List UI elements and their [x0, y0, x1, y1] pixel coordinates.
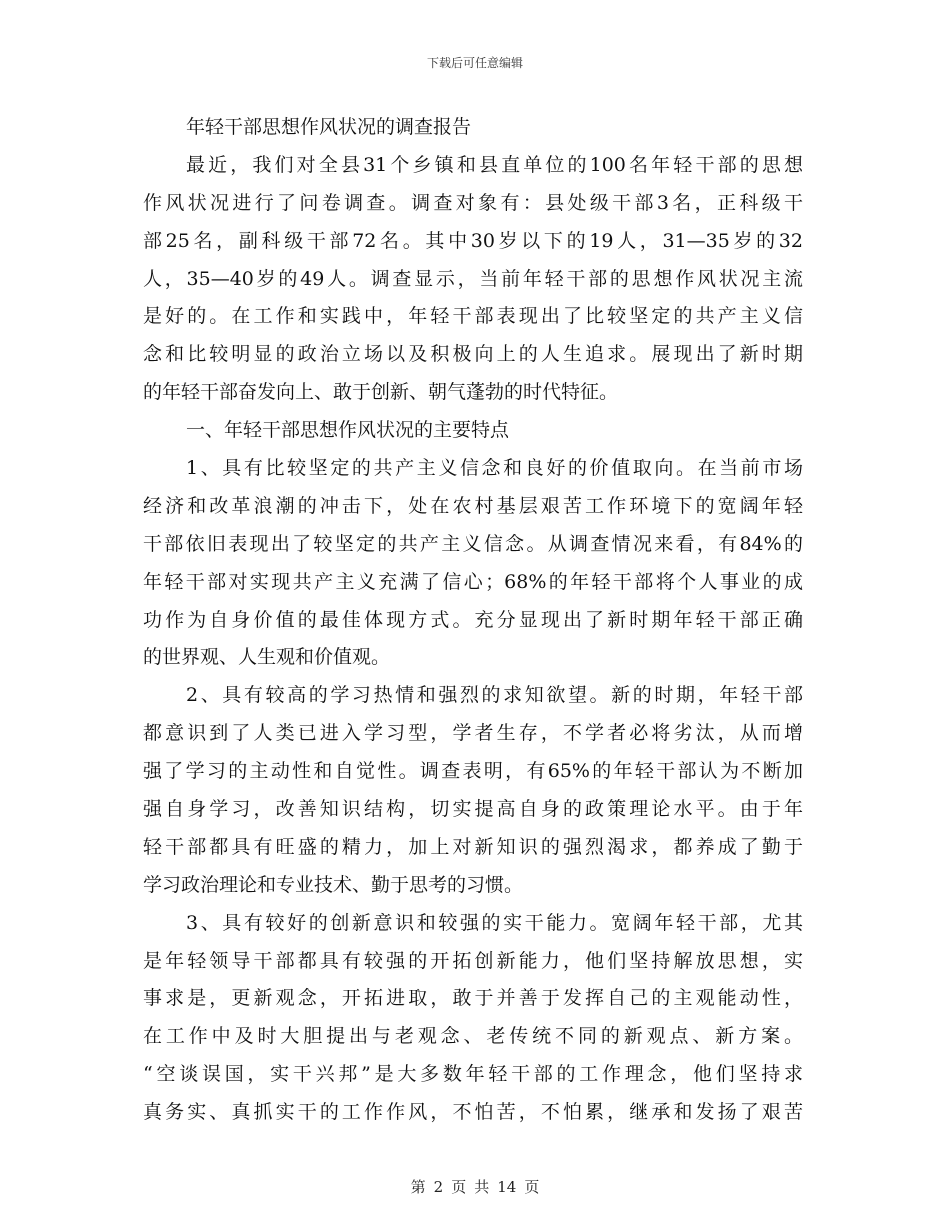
- text-line: 强了学习的主动性和自觉性。调查表明，有65%的年轻干部认为不断加: [143, 760, 803, 783]
- text-line: 轻干部都具有旺盛的精力，加上对新知识的强烈渴求，都养成了勤于: [143, 835, 803, 858]
- footer-total-prefix: 共: [474, 1178, 490, 1196]
- text-line: 的年轻干部奋发向上、敢于创新、朝气蓬勃的时代特征。: [143, 381, 619, 404]
- footer-page-word: 页: [451, 1178, 467, 1196]
- text-line: 强自身学习，改善知识结构，切实提高自身的政策理论水平。由于年: [143, 798, 803, 821]
- text-line: 干部依旧表现出了较坚定的共产主义信念。从调查情况来看，有84%的: [143, 532, 803, 555]
- text-line: 2、具有较高的学习热情和强烈的求知欲望。新的时期，年轻干部: [186, 684, 803, 707]
- text-line: 最近，我们对全县31个乡镇和县直单位的100名年轻干部的思想: [186, 153, 803, 176]
- footer-total-pages: 14: [497, 1178, 517, 1196]
- text-line: 人，35—40岁的49人。调查显示，当前年轻干部的思想作风状况主流: [143, 267, 803, 290]
- text-line: 真务实、真抓实干的工作作风，不怕苦，不怕累，继承和发扬了艰苦: [143, 1101, 803, 1124]
- footer-current-page: 2: [433, 1178, 444, 1196]
- text-line: 念和比较明显的政治立场以及积极向上的人生追求。展现出了新时期: [143, 343, 803, 366]
- text-line: 学习政治理论和专业技术、勤于思考的习惯。: [143, 873, 524, 896]
- text-line: 年轻干部思想作风状况的调查报告: [186, 116, 472, 138]
- document-body: [143, 109, 803, 1132]
- text-line: “空谈误国，实干兴邦”是大多数年轻干部的工作理念，他们坚持求: [143, 1063, 803, 1086]
- text-line: 在工作中及时大胆提出与老观念、老传统不同的新观点、新方案。: [143, 1025, 803, 1048]
- text-line: 事求是，更新观念，开拓进取，敢于并善于发挥自己的主观能动性，: [143, 987, 803, 1010]
- text-line: 部25名，副科级干部72名。其中30岁以下的19人，31—35岁的32: [143, 229, 803, 252]
- footer-suffix: 页: [524, 1178, 540, 1196]
- text-line: 3、具有较好的创新意识和较强的实干能力。宽阔年轻干部，尤其: [186, 911, 803, 934]
- text-line: 作风状况进行了问卷调查。调查对象有：县处级干部3名，正科级干: [143, 191, 803, 214]
- text-line: 功作为自身价值的最佳体现方式。充分显现出了新时期年轻干部正确: [143, 608, 803, 631]
- text-line: 是好的。在工作和实践中，年轻干部表现出了比较坚定的共产主义信: [143, 305, 803, 328]
- text-line: 年轻干部对实现共产主义充满了信心；68%的年轻干部将个人事业的成: [143, 570, 803, 593]
- footer-prefix: 第: [410, 1178, 426, 1196]
- text-line: 都意识到了人类已进入学习型，学者生存，不学者必将劣汰，从而增: [143, 722, 803, 745]
- text-line: 经济和改革浪潮的冲击下，处在农村基层艰苦工作环境下的宽阔年轻: [143, 494, 803, 517]
- header-note: 下载后可任意编辑: [426, 56, 523, 70]
- text-line: 是年轻领导干部都具有较强的开拓创新能力，他们坚持解放思想，实: [143, 949, 803, 972]
- text-line: 1、具有比较坚定的共产主义信念和良好的价值取向。在当前市场: [186, 457, 803, 480]
- text-line: 的世界观、人生观和价值观。: [143, 646, 391, 669]
- page-footer: [0, 1176, 950, 1197]
- text-line: 一、年轻干部思想作风状况的主要特点: [186, 419, 510, 442]
